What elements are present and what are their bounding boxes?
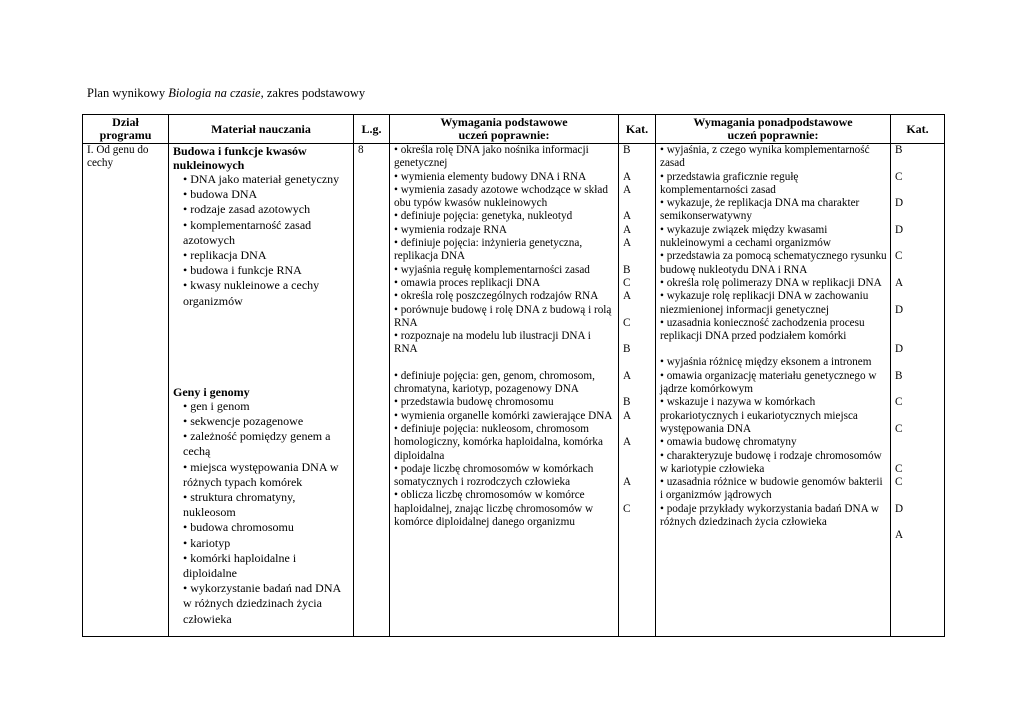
dzial-text: I. Od genu do cechy xyxy=(87,144,149,170)
material-item: • komplementarność zasad azotowych xyxy=(183,217,312,247)
basic-requirement: • rozpoznaje na modelu lub ilustracji DNA i RNA xyxy=(394,330,591,356)
advanced-requirement: • wykazuje rolę replikacji DNA w zachowaniu niezmienionej informacji genetycznej xyxy=(660,290,869,316)
kat-basic-value: B xyxy=(623,263,631,276)
kat-basic-value: C xyxy=(623,316,631,329)
kat-basic-value xyxy=(623,463,652,476)
basic-requirement: • wymienia organelle komórki zawierające DNA xyxy=(394,409,613,422)
advanced-requirement: • omawia budowę chromatyny xyxy=(660,436,797,449)
material-item: • kariotyp xyxy=(183,535,231,550)
basic-cell xyxy=(390,144,619,637)
kat-basic-value: A xyxy=(623,183,632,196)
advanced-requirement: • wskazuje i nazywa w komórkach prokariotycznych i eukariotycznych miejsca występowania DNA xyxy=(660,396,858,435)
kat-basic-value xyxy=(623,423,652,436)
kat-advanced-value: D xyxy=(895,303,904,316)
kat-advanced-value xyxy=(895,516,941,529)
advanced-requirement: • wykazuje związek między kwasami nukleinowymi a cechami organizmów xyxy=(660,223,831,250)
kat-basic-value xyxy=(623,489,652,502)
kat-basic-value: C xyxy=(623,276,631,289)
kat-basic-value: A xyxy=(623,476,632,489)
kat-advanced-value: D xyxy=(895,223,904,236)
basic-requirement: • określa rolę DNA jako nośnika informacji genetycznej xyxy=(394,144,589,170)
material-cell xyxy=(169,144,354,637)
basic-requirement: • wymienia rodzaje RNA xyxy=(394,223,507,236)
kat-advanced-value xyxy=(895,184,941,197)
material-item: • struktura chromatyny, nukleosom xyxy=(183,490,296,520)
kat-basic-value xyxy=(623,383,652,396)
dzial-cell xyxy=(83,144,169,637)
col-basic-line2: uczeń poprawnie: xyxy=(458,128,550,142)
material-item: • wykorzystanie badań nad DNA w różnych dziedzinach życia człowieka xyxy=(183,581,341,626)
lg-value: 8 xyxy=(358,144,364,156)
material-item: • miejsca występowania DNA w różnych typach komórek xyxy=(183,459,339,489)
basic-requirement: • przedstawia budowę chromosomu xyxy=(394,396,554,409)
col-lg: L.g. xyxy=(354,115,390,144)
kat-basic-list-1 xyxy=(623,144,652,357)
kat-basic-value: A xyxy=(623,237,632,250)
advanced-requirement: • przedstawia za pomocą schematycznego rysunku budowę nukleotydu DNA i RNA xyxy=(660,250,887,276)
col-basic-line1: Wymagania podstawowe xyxy=(440,115,568,129)
col-kat-advanced: Kat. xyxy=(891,115,945,144)
basic-requirement: • wyjaśnia regułę komplementarności zasad xyxy=(394,263,590,276)
advanced-list-2 xyxy=(660,356,887,529)
col-basic xyxy=(390,115,619,144)
material-list-2 xyxy=(173,399,350,627)
material-block-2 xyxy=(173,385,350,627)
kat-advanced-value xyxy=(895,264,941,277)
col-material: Materiał nauczania xyxy=(169,115,354,144)
kat-basic-value xyxy=(623,250,652,263)
kat-advanced-value: B xyxy=(895,369,903,382)
basic-requirement: • definiuje pojęcia: genetyka, nukleotyd xyxy=(394,210,573,223)
kat-advanced-list-2 xyxy=(895,370,941,543)
kat-basic-list-2 xyxy=(623,370,652,516)
kat-advanced-value: D xyxy=(895,197,904,210)
header-row xyxy=(83,115,945,144)
kat-basic-value: B xyxy=(623,343,631,356)
advanced-requirement: • omawia organizację materiału genetycznego w jądrze komórkowym xyxy=(660,369,877,396)
kat-advanced-value: A xyxy=(895,529,904,542)
kat-advanced-value: C xyxy=(895,476,903,489)
kat-basic-value: A xyxy=(623,369,632,382)
kat-basic-value xyxy=(623,304,652,317)
kat-advanced-value xyxy=(895,210,941,223)
plan-table xyxy=(82,114,945,637)
kat-advanced-list-1 xyxy=(895,144,941,357)
basic-list-2 xyxy=(394,370,615,530)
basic-requirement: • wymienia elementy budowy DNA i RNA xyxy=(394,170,587,183)
material-item: • budowa DNA xyxy=(183,187,258,202)
advanced-requirement: • charakteryzuje budowę i rodzaje chromosomów w kariotypie człowieka xyxy=(660,449,882,475)
kat-advanced-value xyxy=(895,436,941,449)
title-italic: Biologia na czasie, xyxy=(168,86,264,100)
basic-requirement: • oblicza liczbę chromosomów w komórce haploidalnej, znając liczbę chromosomów w komórce diploidalnej danego organizmu xyxy=(394,489,594,529)
advanced-list-1 xyxy=(660,144,887,343)
kat-advanced-value xyxy=(895,290,941,303)
material-item: • replikacja DNA xyxy=(183,248,267,263)
kat-advanced-value: C xyxy=(895,396,903,409)
basic-requirement: • definiuje pojęcia: inżynieria genetyczna, replikacja DNA xyxy=(394,237,583,263)
material-item: • kwasy nukleinowe a cechy organizmów xyxy=(183,278,320,308)
kat-basic-value xyxy=(623,330,652,343)
kat-basic-value: A xyxy=(623,170,632,183)
page-title xyxy=(87,86,365,101)
kat-advanced-value: D xyxy=(895,343,904,356)
kat-basic-value: B xyxy=(623,144,631,156)
title-suffix: zakres podstawowy xyxy=(263,86,366,100)
kat-basic-value xyxy=(623,450,652,463)
kat-advanced-value xyxy=(895,489,941,502)
kat-advanced-value: C xyxy=(895,422,903,435)
kat-advanced-value xyxy=(895,410,941,423)
material-item: • DNA jako materiał genetyczny xyxy=(183,172,340,186)
lg-cell xyxy=(354,144,390,637)
col-kat-basic: Kat. xyxy=(619,115,656,144)
kat-advanced-value xyxy=(895,237,941,250)
kat-advanced-value xyxy=(895,157,941,170)
kat-advanced-value: C xyxy=(895,170,903,183)
material-item: • budowa i funkcje RNA xyxy=(183,263,302,278)
material-list-1 xyxy=(173,172,350,309)
advanced-requirement: • przedstawia graficznie regułę komplementarności zasad xyxy=(660,170,799,196)
kat-basic-value: A xyxy=(623,223,632,236)
section-row xyxy=(83,144,945,637)
kat-advanced-value xyxy=(895,317,941,330)
material-item: • sekwencje pozagenowe xyxy=(183,414,304,429)
title-prefix: Plan wynikowy xyxy=(87,86,169,100)
basic-requirement: • porównuje budowę i rolę DNA z budową i rolą RNA xyxy=(394,303,612,329)
material-title-2: Geny i genomy xyxy=(173,384,250,399)
kat-advanced-value: C xyxy=(895,462,903,475)
basic-list-1 xyxy=(394,144,615,357)
material-item: • gen i genom xyxy=(183,398,250,413)
kat-advanced-value: B xyxy=(895,144,903,156)
kat-basic-value xyxy=(623,197,652,210)
basic-requirement: • wymienia zasady azotowe wchodzące w skład obu typów kwasów nukleinowych xyxy=(394,183,608,210)
kat-advanced-value: D xyxy=(895,502,904,515)
kat-basic-value xyxy=(623,157,652,170)
material-title-1: Budowa i funkcje kwasów nukleinowych xyxy=(173,144,307,172)
advanced-requirement: • uzasadnia różnice w budowie genomów bakterii i organizmów jądrowych xyxy=(660,476,883,502)
material-item: • budowa chromosomu xyxy=(183,520,294,535)
kat-basic-value: A xyxy=(623,436,632,449)
advanced-requirement: • podaje przykłady wykorzystania badań DNA w różnych dziedzinach życia człowieka xyxy=(660,502,879,529)
material-item: • zależność pomiędzy genem a cechą xyxy=(183,429,331,459)
col-advanced-line2: uczeń poprawnie: xyxy=(727,128,819,142)
kat-advanced-value: A xyxy=(895,276,904,289)
basic-requirement: • podaje liczbę chromosomów w komórkach somatycznych i rozrodczych człowieka xyxy=(394,462,594,489)
kat-basic-value: A xyxy=(623,409,632,422)
material-block-1 xyxy=(173,144,350,309)
advanced-cell xyxy=(656,144,891,637)
material-item: • rodzaje zasad azotowych xyxy=(183,202,311,217)
basic-requirement: • definiuje pojęcia: gen, genom, chromosom, chromatyna, kariotyp, pozagenowy DNA xyxy=(394,369,595,396)
kat-advanced-value: C xyxy=(895,250,903,263)
kat-advanced-value xyxy=(895,383,941,396)
basic-requirement: • omawia proces replikacji DNA xyxy=(394,276,541,289)
kat-basic-value: A xyxy=(623,210,632,223)
kat-advanced-value xyxy=(895,330,941,343)
col-advanced-line1: Wymagania ponadpodstawowe xyxy=(693,115,853,129)
advanced-requirement: • wyjaśnia, z czego wynika komplementarność zasad xyxy=(660,144,870,170)
kat-advanced-value xyxy=(895,450,941,463)
basic-requirement: • określa rolę poszczególnych rodzajów RNA xyxy=(394,290,599,303)
col-dzial: Dział programu xyxy=(83,115,169,144)
advanced-requirement: • uzasadnia konieczność zachodzenia procesu replikacji DNA przed podziałem komórki xyxy=(660,316,865,343)
advanced-requirement: • określa rolę polimerazy DNA w replikacji DNA xyxy=(660,276,882,289)
basic-requirement: • definiuje pojęcia: nukleosom, chromosom homologiczny, komórka haploidalna, komórka diploidalna xyxy=(394,422,603,462)
advanced-requirement: • wyjaśnia różnicę między eksonem a intronem xyxy=(660,356,872,369)
material-item: • komórki haploidalne i diploidalne xyxy=(183,550,297,581)
kat-advanced-cell xyxy=(891,144,945,637)
col-advanced xyxy=(656,115,891,144)
kat-basic-value: A xyxy=(623,290,632,303)
kat-basic-value: B xyxy=(623,396,631,409)
kat-basic-cell xyxy=(619,144,656,637)
kat-basic-value: C xyxy=(623,502,631,515)
advanced-requirement: • wykazuje, że replikacja DNA ma charakter semikonserwatywny xyxy=(660,197,860,223)
